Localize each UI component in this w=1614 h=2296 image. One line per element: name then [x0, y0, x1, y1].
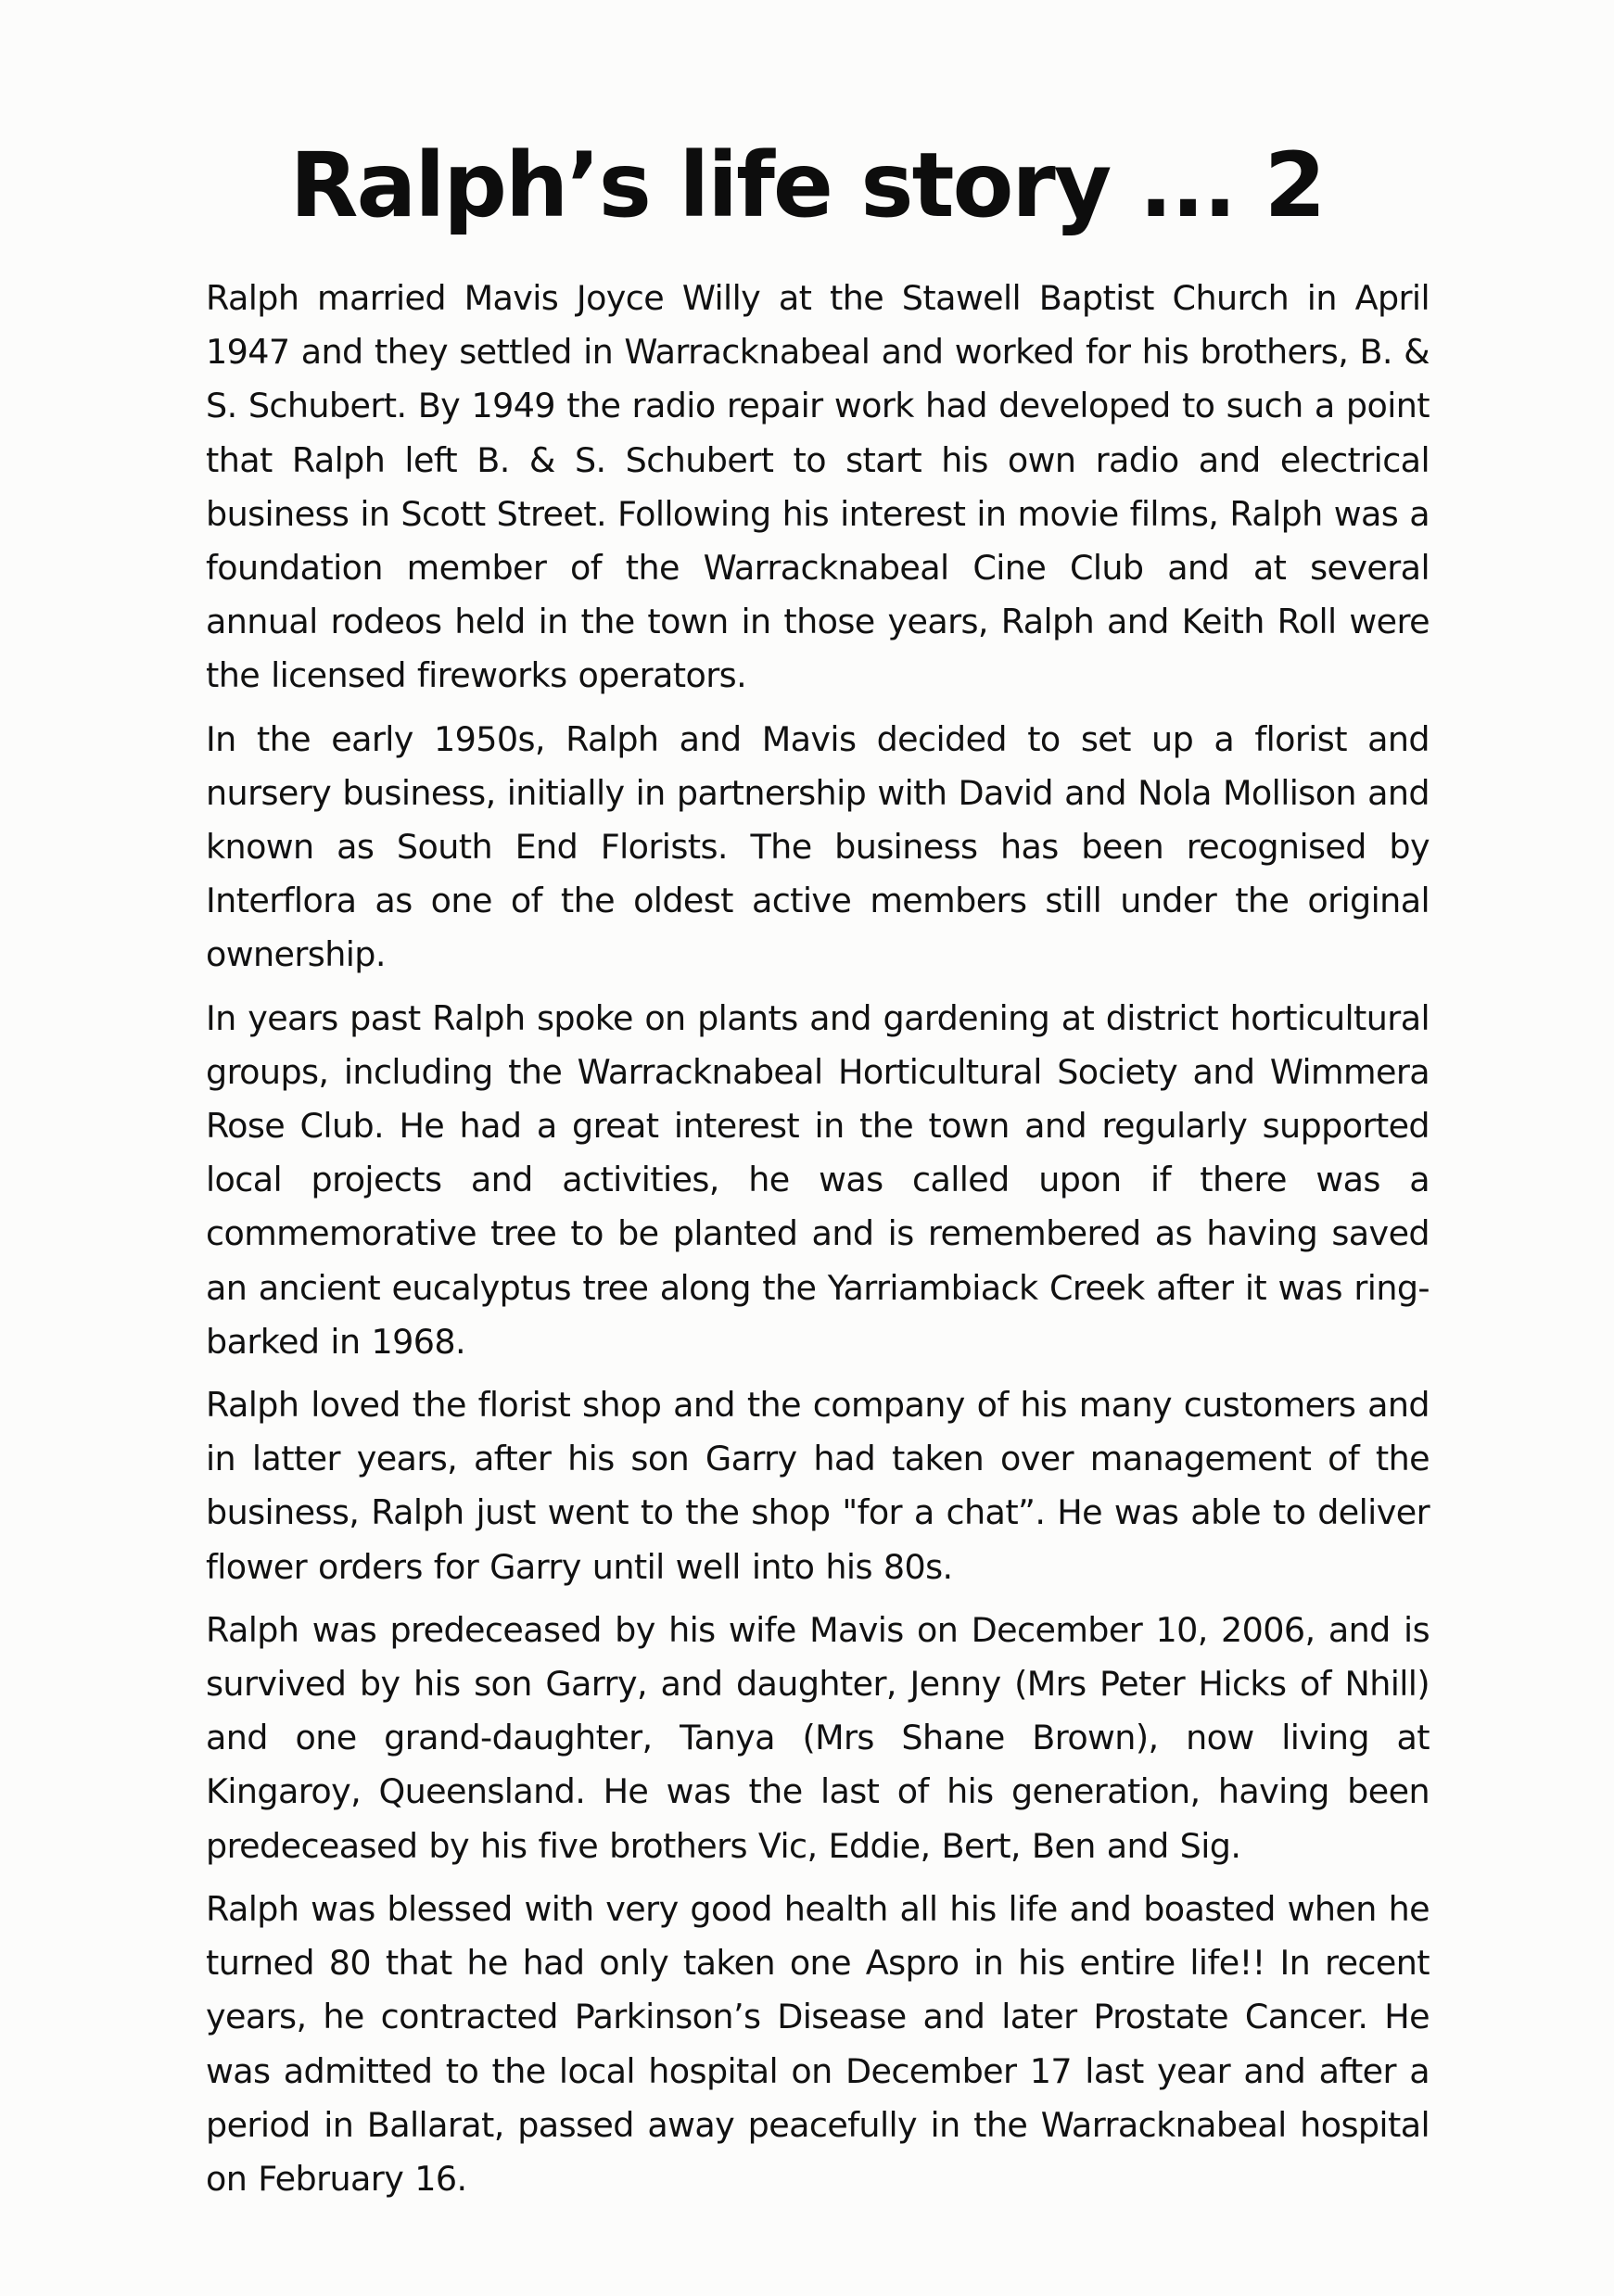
paragraph-family: Ralph was predeceased by his wife Mavis on December 10, 2006, and is survived by his son Garry, and daughter, Jenny (Mrs Peter Hicks of Nhill) and one grand-daughter, Tanya (Mrs Shane Brown), now living at Kingaroy, Queensland. He was the last of his generation, having been predeceased by his five brothers Vic, Eddie, Bert, Ben and Sig.: [206, 1609, 1430, 1866]
paragraph-florist-business: In the early 1950s, Ralph and Mavis decided to set up a florist and nursery business, initially in partnership with David and Nola Mollison and known as South End Florists. The business has been recognised by Interflora as one of the oldest active members still under the original ownership.: [206, 718, 1430, 975]
page-title: Ralph’s life story ... 2: [289, 133, 1325, 237]
paragraph-marriage-and-radio-business: Ralph married Mavis Joyce Willy at the Stawell Baptist Church in April 1947 and they settled in Warracknabeal and worked for his brothers, B. & S. Schubert. By 1949 the radio repair work had developed to such a point that Ralph left B. & S. Schubert to start his own radio and electrical business in Scott Street. Following his interest in movie films, Ralph was a foundation member of the Warracknabeal Cine Club and at several annual rodeos held in the town in those years, Ralph and Keith Roll were the licensed fireworks operators.: [206, 278, 1430, 696]
paragraph-health-and-passing: Ralph was blessed with very good health all his life and boasted when he turned 80 that he had only taken one Aspro in his entire life!! In recent years, he contracted Parkinson’s Disease and later Prostate Cancer. He was admitted to the local hospital on December 17 last year and after a period in Ballarat, passed away peacefully in the Warracknabeal hospital on February 16.: [206, 1888, 1430, 2199]
paragraph-florist-shop-later-years: Ralph loved the florist shop and the company of his many customers and in latter years, after his son Garry had taken over management of the business, Ralph just went to the shop "for a chat”. He was able to deliver flower orders for Garry until well into his 80s.: [206, 1385, 1430, 1587]
article-body: [206, 272, 1430, 2215]
paragraph-horticulture-community: In years past Ralph spoke on plants and gardening at district horticultural groups, including the Warracknabeal Horticultural Society and Wimmera Rose Club. He had a great interest in the town and regularly supported local projects and activities, he was called upon if there was a commemorative tree to be planted and is remembered as having saved an ancient eucalyptus tree along the Yarriambiack Creek after it was ring-barked in 1968.: [206, 997, 1430, 1362]
